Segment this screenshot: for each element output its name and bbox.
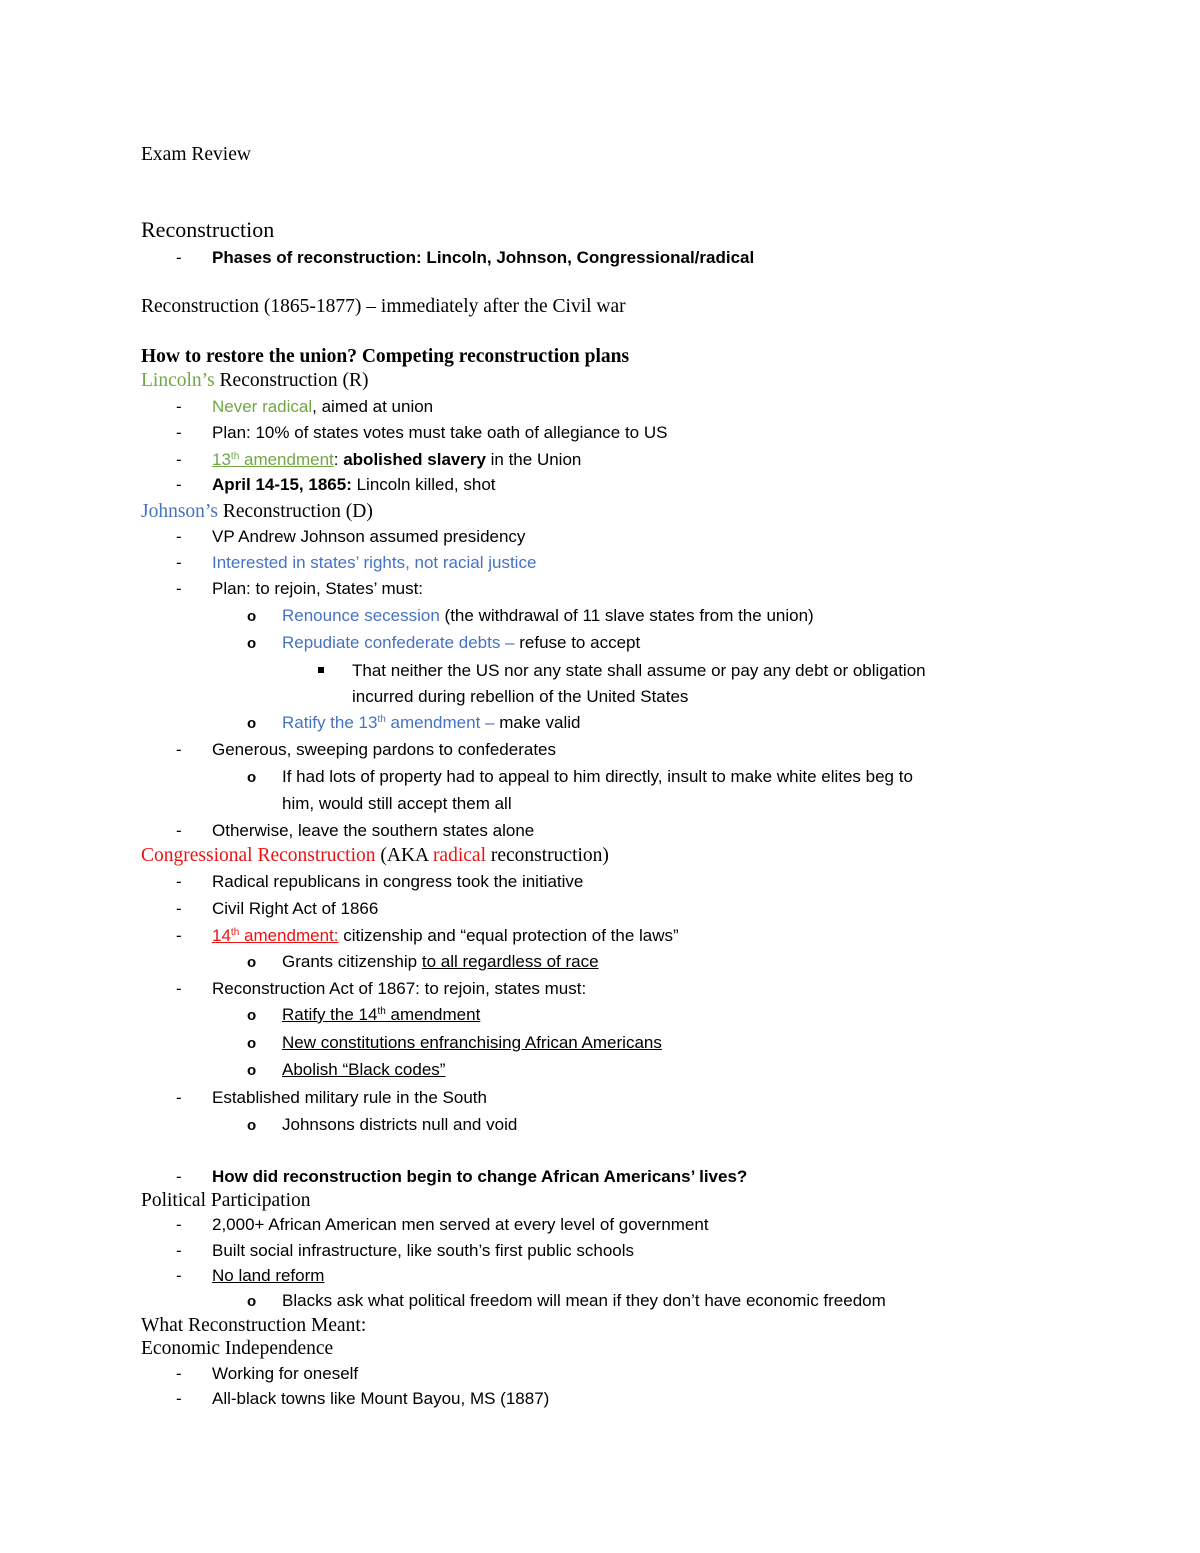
congress-bullet-3: 14th amendment: citizenship and “equal protection of the laws” (212, 926, 679, 945)
meant-heading: What Reconstruction Meant: (141, 1315, 367, 1336)
phases-bullet: Phases of reconstruction: Lincoln, Johnson, Congressional/radical (212, 248, 755, 267)
bullet-circle: o (247, 1035, 257, 1052)
bullet-circle: o (247, 954, 257, 971)
intro-line: Reconstruction (1865-1877) – immediately after the Civil war (141, 296, 626, 317)
economic-bullet-2: All-black towns like Mount Bayou, MS (1887) (212, 1389, 550, 1408)
bullet-dash: - (176, 872, 182, 891)
congress-sub-5: Johnsons districts null and void (282, 1115, 518, 1134)
bullet-dash: - (176, 1266, 182, 1285)
johnson-bullet-3: Plan: to rejoin, States’ must: (212, 579, 424, 598)
johnson-sub-4-line2: him, would still accept them all (282, 794, 512, 813)
bullet-dash: - (176, 527, 182, 546)
lincoln-bullet-3: 13th amendment: abolished slavery in the Union (212, 450, 582, 469)
bullet-circle: o (247, 1293, 257, 1310)
congress-name: Congressional Reconstruction (141, 845, 376, 866)
bullet-dash: - (176, 475, 182, 494)
lincoln-bullet-4: April 14-15, 1865: Lincoln killed, shot (212, 475, 496, 494)
bullet-circle: o (247, 1007, 257, 1024)
johnson-name: Johnson’s (141, 501, 218, 522)
bullet-dash: - (176, 821, 182, 840)
johnson-bullet-1: VP Andrew Johnson assumed presidency (212, 527, 526, 546)
political-bullet-3: No land reform (212, 1266, 325, 1285)
congress-sub-3: New constitutions enfranchising African Americans (282, 1033, 662, 1052)
bullet-circle: o (247, 1117, 257, 1134)
bullet-dash: - (176, 1241, 182, 1260)
congress-heading: Congressional Reconstruction (AKA radical reconstruction) (141, 845, 609, 866)
congress-bullet-2: Civil Right Act of 1866 (212, 899, 379, 918)
economic-bullet-1: Working for oneself (212, 1364, 359, 1383)
bullet-square (318, 667, 324, 673)
bullet-dash: - (176, 1167, 182, 1186)
johnson-bullet-5: Otherwise, leave the southern states alone (212, 821, 535, 840)
bullet-dash: - (176, 979, 182, 998)
congress-bullet-1: Radical republicans in congress took the initiative (212, 872, 584, 891)
bullet-dash: - (176, 423, 182, 442)
lincoln-bullet-2: Plan: 10% of states votes must take oath of allegiance to US (212, 423, 668, 442)
bullet-dash: - (176, 1364, 182, 1383)
lincoln-heading: Lincoln’s Reconstruction (R) (141, 370, 369, 391)
bullet-circle: o (247, 769, 257, 786)
bullet-circle: o (247, 1062, 257, 1079)
bullet-dash: - (176, 1215, 182, 1234)
bullet-dash: - (176, 1088, 182, 1107)
economic-heading: Economic Independence (141, 1338, 334, 1359)
johnson-sub-3: Ratify the 13th amendment – make valid (282, 713, 581, 732)
section-title: Reconstruction (141, 217, 275, 242)
bullet-dash: - (176, 579, 182, 598)
bullet-dash: - (176, 450, 182, 469)
congress-sub-1: Grants citizenship to all regardless of race (282, 952, 599, 971)
bullet-dash: - (176, 926, 182, 945)
political-bullet-2: Built social infrastructure, like south’s first public schools (212, 1241, 635, 1260)
bullet-dash: - (176, 248, 182, 267)
bullet-dash: - (176, 740, 182, 759)
johnson-bullet-2: Interested in states’ rights, not racial justice (212, 553, 537, 572)
bullet-dash: - (176, 1389, 182, 1408)
question-african-americans: How did reconstruction begin to change African Americans’ lives? (212, 1167, 748, 1186)
congress-sub-2: Ratify the 14th amendment (282, 1005, 481, 1024)
political-sub-1: Blacks ask what political freedom will mean if they don’t have economic freedom (282, 1291, 886, 1310)
bullet-dash: - (176, 553, 182, 572)
bullet-dash: - (176, 397, 182, 416)
bullet-dash: - (176, 899, 182, 918)
question-restore-union: How to restore the union? Competing reconstruction plans (141, 346, 630, 367)
doc-title: Exam Review (141, 144, 251, 165)
johnson-sub-1: Renounce secession (the withdrawal of 11 slave states from the union) (282, 606, 814, 625)
bullet-circle: o (247, 635, 257, 652)
johnson-bullet-4: Generous, sweeping pardons to confederates (212, 740, 557, 759)
johnson-subsub-1-line1: That neither the US nor any state shall assume or pay any debt or obligation (352, 661, 926, 680)
congress-bullet-4: Reconstruction Act of 1867: to rejoin, states must: (212, 979, 587, 998)
bullet-circle: o (247, 608, 257, 625)
johnson-heading: Johnson’s Reconstruction (D) (141, 501, 373, 522)
johnson-sub-2: Repudiate confederate debts – refuse to accept (282, 633, 641, 652)
fourteenth-amendment-link: 14th amendment: (212, 926, 339, 945)
bullet-circle: o (247, 715, 257, 732)
johnson-sub-4-line1: If had lots of property had to appeal to him directly, insult to make white elites beg to (282, 767, 913, 786)
congress-sub-4: Abolish “Black codes” (282, 1060, 446, 1079)
johnson-subsub-1-line2: incurred during rebellion of the United States (352, 687, 689, 706)
lincoln-name: Lincoln’s (141, 370, 215, 391)
congress-bullet-5: Established military rule in the South (212, 1088, 487, 1107)
political-heading: Political Participation (141, 1190, 311, 1211)
lincoln-bullet-1: Never radical, aimed at union (212, 397, 434, 416)
political-bullet-1: 2,000+ African American men served at every level of government (212, 1215, 709, 1234)
thirteenth-amendment-link: 13th amendment (212, 450, 334, 469)
